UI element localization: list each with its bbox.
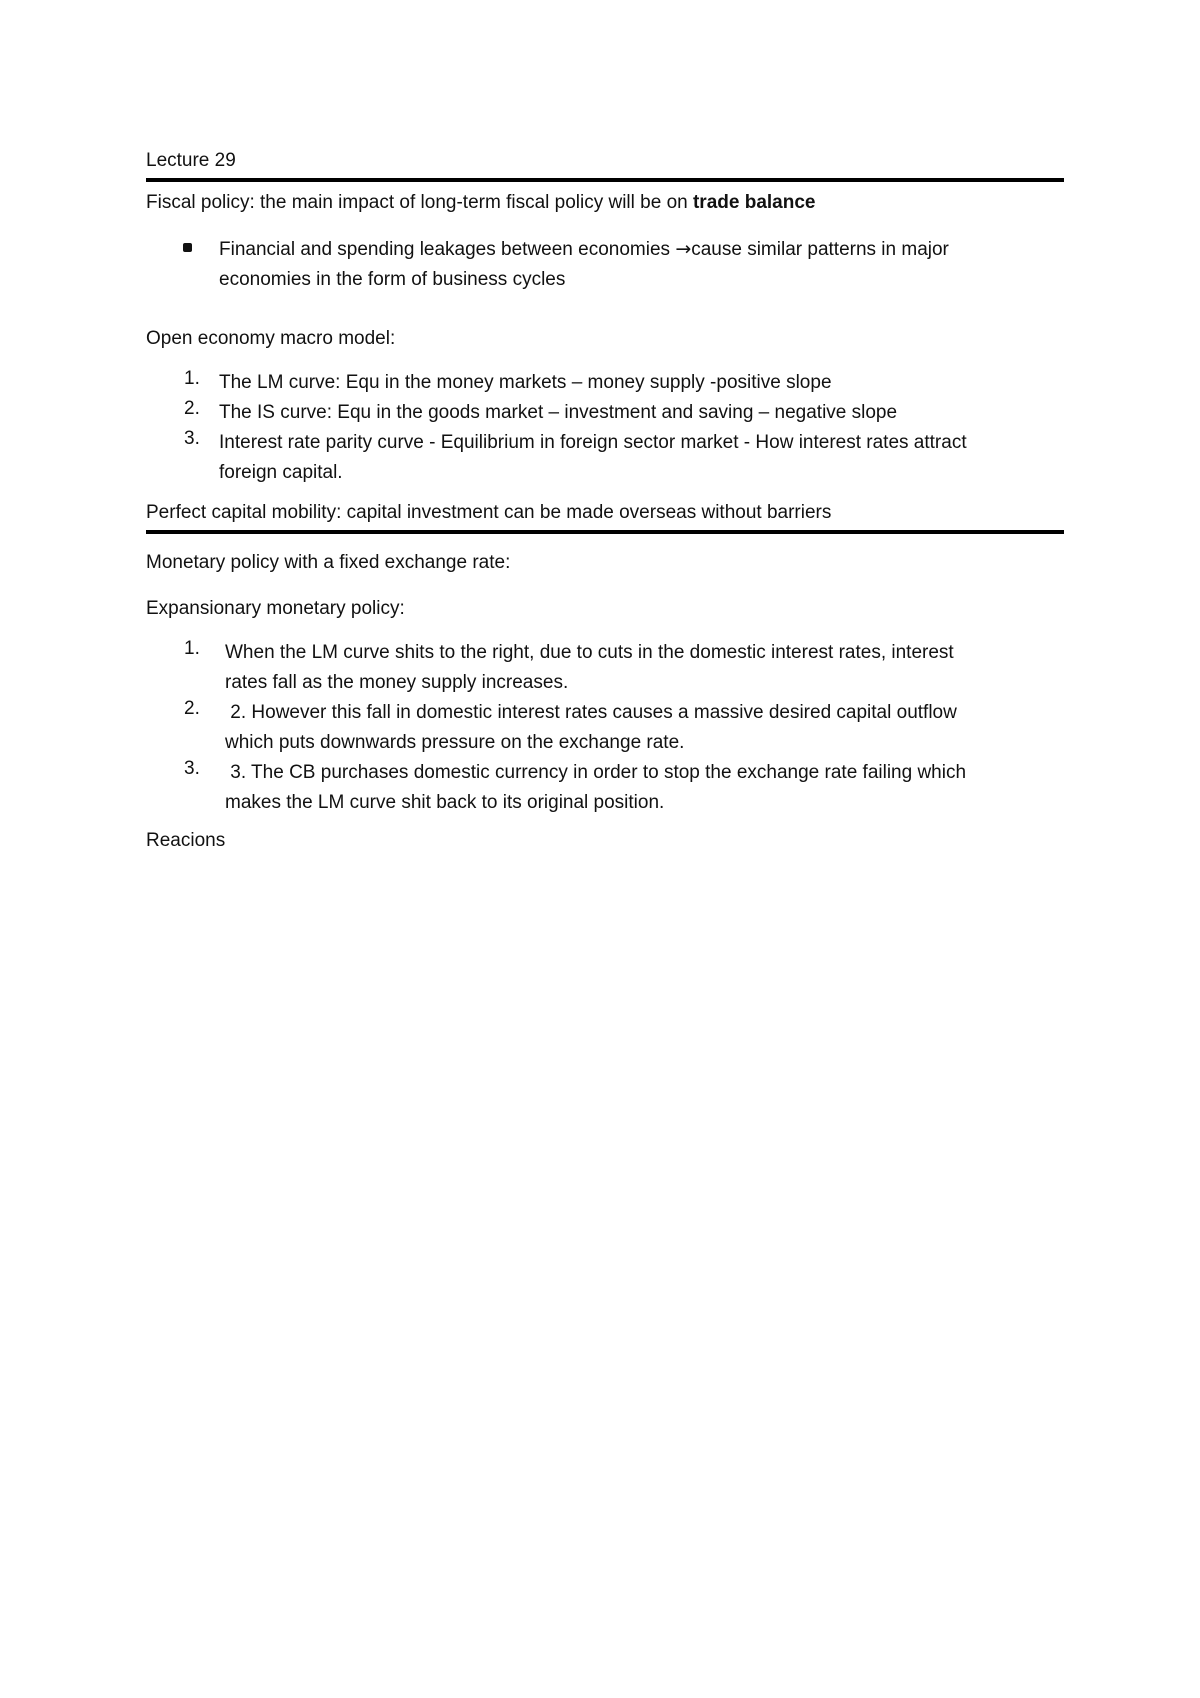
list-number: 3.: [184, 758, 200, 779]
bullet-icon: [183, 243, 192, 252]
list-item: [146, 758, 1064, 818]
list-item: [146, 638, 1064, 698]
monetary-fixed-block: [146, 548, 1064, 578]
list-item-text: The IS curve: Equ in the goods market – investment and saving – negative slope: [219, 402, 898, 423]
fiscal-policy-paragraph: [146, 188, 1064, 218]
open-economy-heading: Open economy macro model:: [146, 328, 396, 349]
list-item-text: 2. However this fall in domestic interest rates causes a massive desired capital outflow: [225, 702, 957, 723]
list-item-text-line2: rates fall as the money supply increases.: [225, 672, 569, 693]
list-item: [146, 698, 1064, 758]
trade-balance-bold: trade balance: [692, 192, 816, 213]
monetary-fixed-heading: Monetary policy with a fixed exchange rate:: [146, 552, 511, 573]
reacions-block: [146, 826, 1064, 856]
list-item-text: 3. The CB purchases domestic currency in order to stop the exchange rate failing which: [225, 762, 967, 783]
list-number: 1.: [184, 638, 200, 659]
open-economy-heading-block: [146, 324, 1064, 354]
expansionary-heading: Expansionary monetary policy:: [146, 598, 405, 619]
lecture-title-block: [146, 146, 1064, 182]
leakage-text-line2: economies in the form of business cycles: [219, 269, 566, 290]
perfect-mobility-underline: [146, 530, 1064, 534]
right-arrow-icon: →: [675, 238, 692, 260]
reacions-heading: Reacions: [146, 830, 226, 851]
lecture-title: Lecture 29: [146, 150, 236, 171]
list-item: [146, 398, 1064, 428]
list-item-text: Interest rate parity curve - Equilibrium in foreign sector market - How interest rates attract: [219, 432, 967, 453]
list-number: 1.: [184, 368, 200, 389]
perfect-mobility-block: [146, 498, 1064, 534]
leakage-text-a: Financial and spending leakages between economies: [219, 239, 676, 260]
list-item: [146, 368, 1064, 398]
list-item: [146, 428, 1064, 488]
list-item-text: When the LM curve shits to the right, due to cuts in the domestic interest rates, interest: [225, 642, 954, 663]
list-item-text-line2: foreign capital.: [219, 462, 343, 483]
list-number: 2.: [184, 398, 200, 419]
list-item-text-line2: which puts downwards pressure on the exchange rate.: [225, 732, 685, 753]
title-underline: [146, 178, 1064, 182]
list-number: 3.: [184, 428, 200, 449]
list-item-text: The LM curve: Equ in the money markets – money supply -positive slope: [219, 372, 832, 393]
list-number: 2.: [184, 698, 200, 719]
expansionary-heading-block: [146, 594, 1064, 624]
expansionary-list: [146, 638, 1064, 818]
perfect-mobility-heading: Perfect capital mobility: capital investment can be made overseas without barriers: [146, 502, 832, 523]
list-item-text-line2: makes the LM curve shit back to its original position.: [225, 792, 665, 813]
fiscal-policy-text: Fiscal policy: the main impact of long-term fiscal policy will be on: [146, 192, 693, 213]
leakage-bullet: [146, 234, 1064, 295]
open-economy-list: [146, 368, 1064, 488]
leakage-text-b: cause similar patterns in major: [691, 239, 949, 260]
